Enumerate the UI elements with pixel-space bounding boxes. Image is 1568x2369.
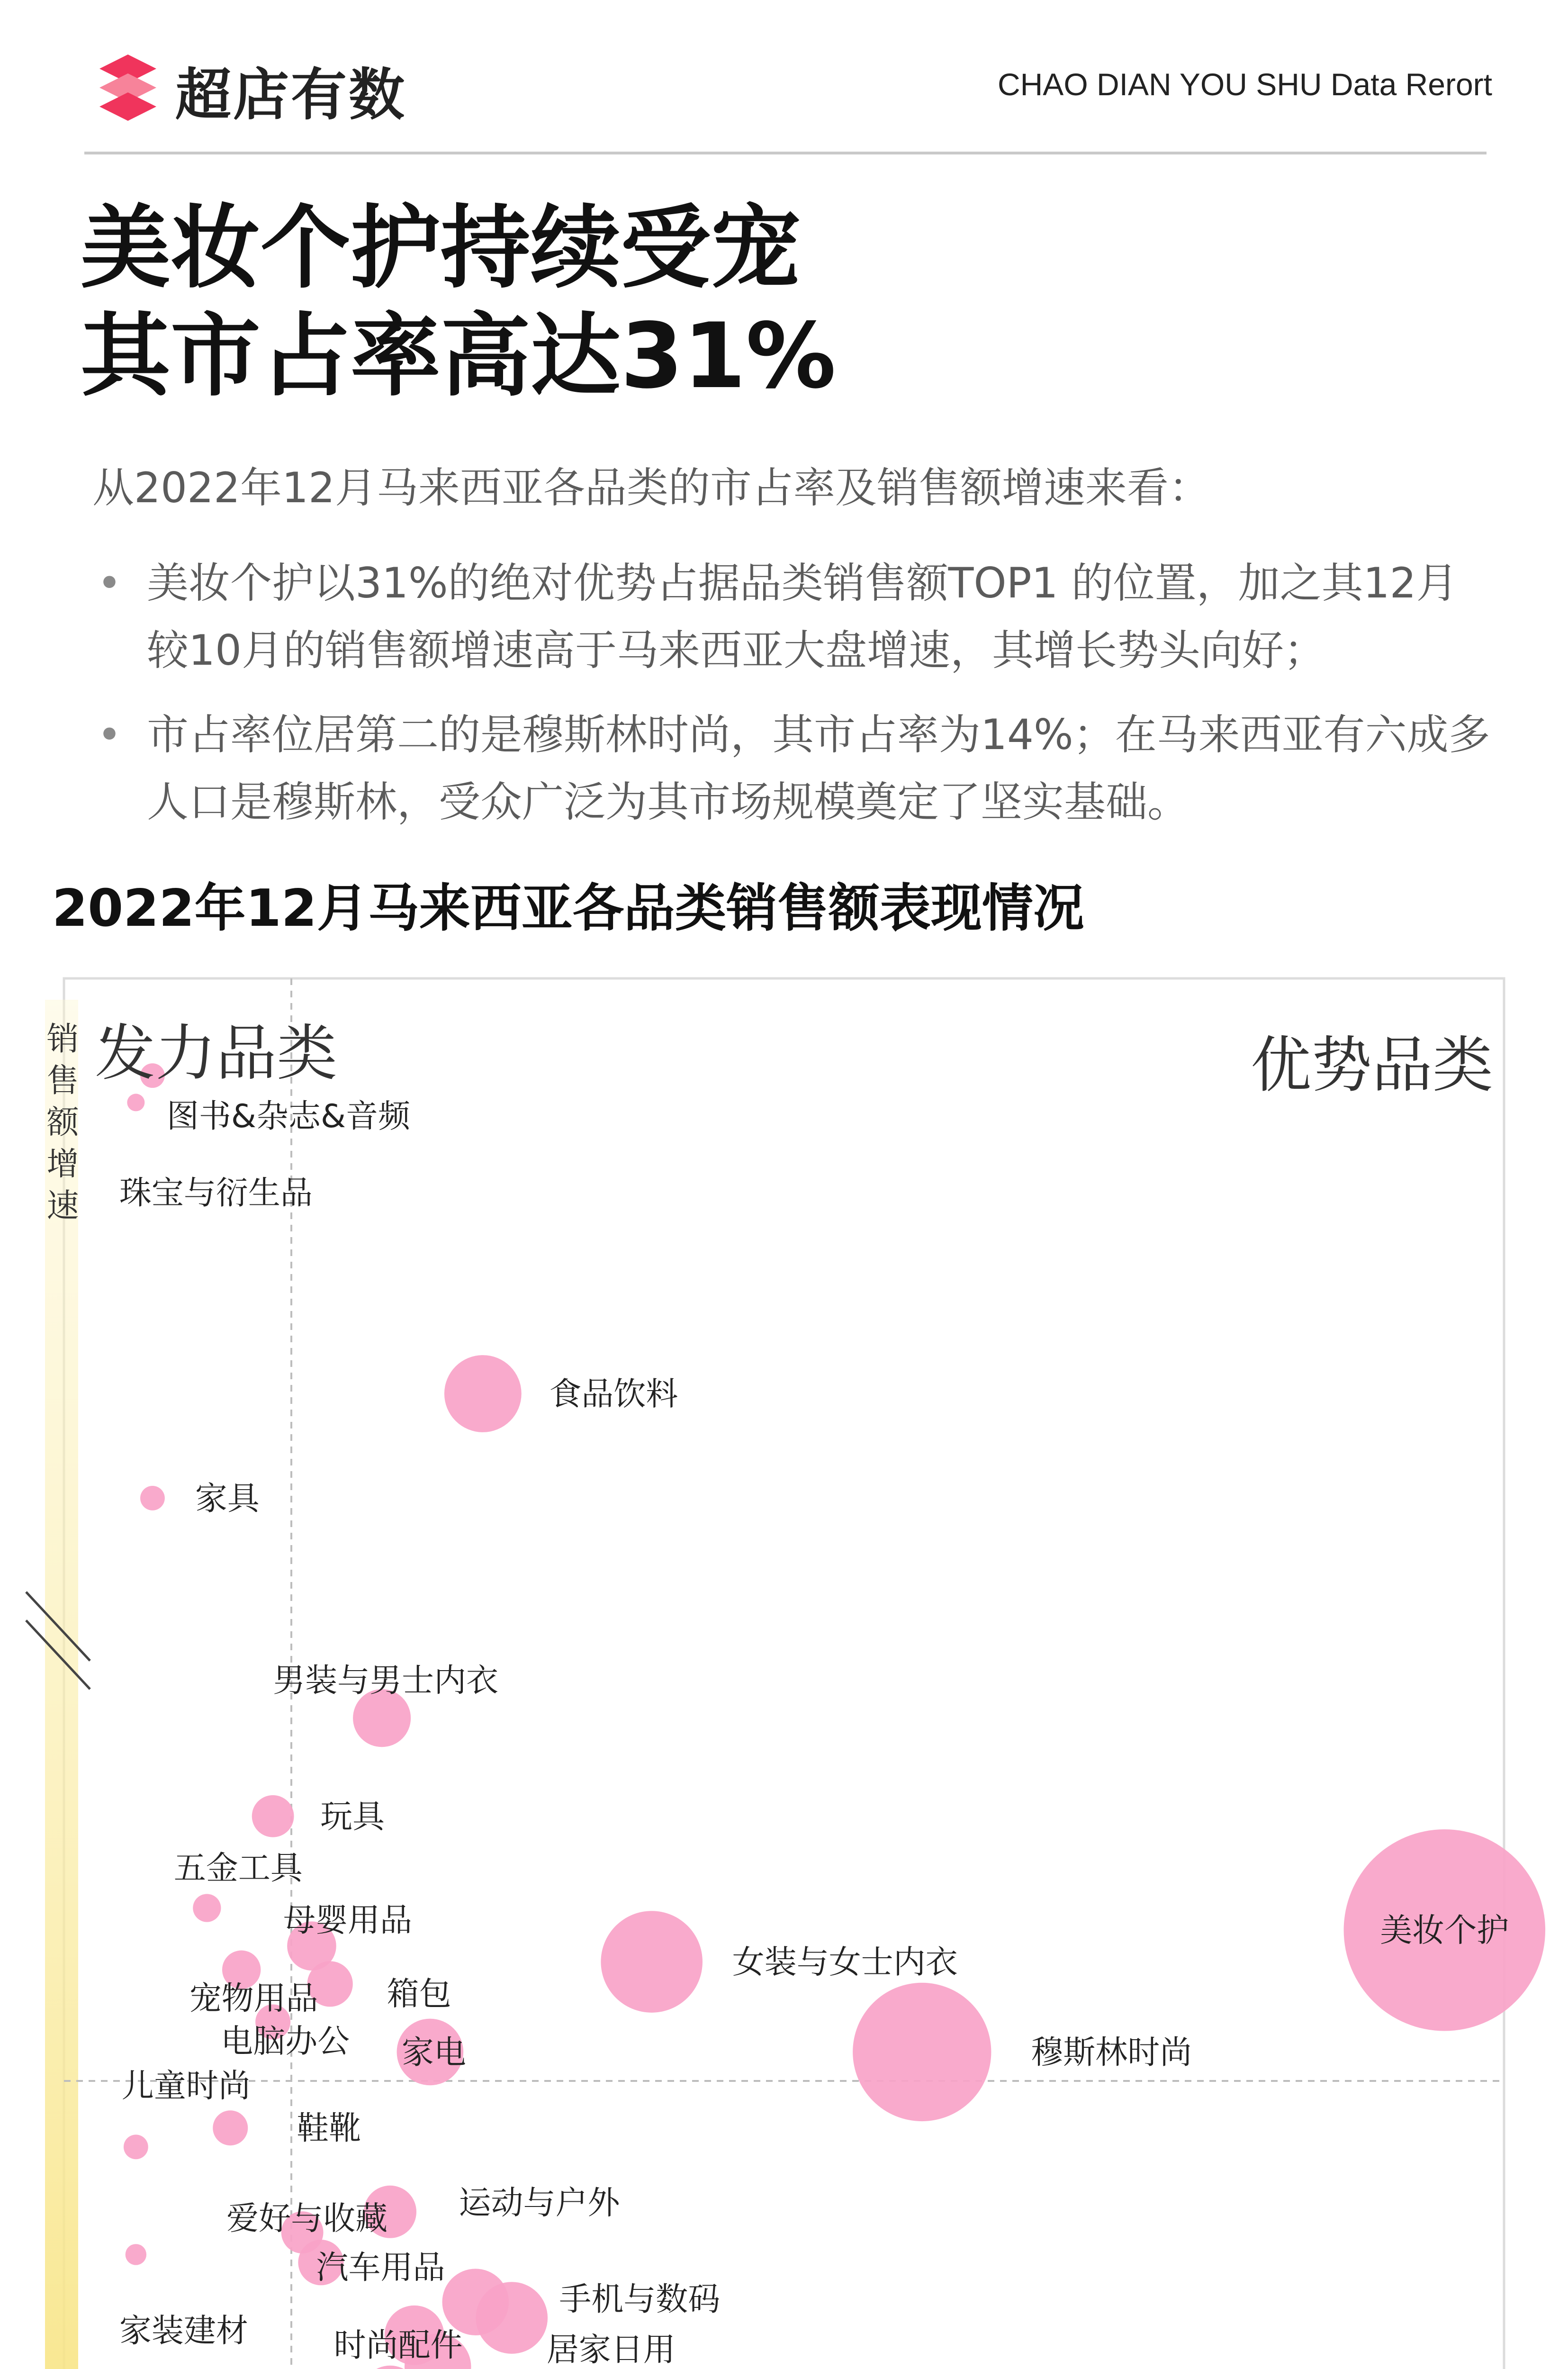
bubble-label: 宠物用品	[189, 1980, 318, 2018]
bubble-point	[442, 2269, 509, 2335]
bubble-point	[444, 1355, 522, 1432]
bubble-label: 居家日用	[546, 2331, 676, 2369]
bubble-label: 女装与女士内衣	[732, 1944, 958, 1981]
bubble-label: 家电	[401, 2034, 466, 2071]
report-label: CHAO DIAN YOU SHU Data Rerort	[997, 67, 1492, 102]
bubble-label: 穆斯林时尚	[1031, 2034, 1192, 2071]
chart-heading: 2022年12月马来西亚各品类销售额表现情况	[52, 879, 1084, 938]
bubble-label: 儿童时尚	[121, 2067, 251, 2105]
bubble-point	[601, 1911, 703, 2013]
bullet-dot-icon: •	[97, 559, 122, 607]
bullet-text: 美妆个护以31%的绝对优势占据品类销售额TOP1 的位置，加之其12月较10月的销售额增速高于马来西亚大盘增速，其增长势头向好；	[147, 559, 1458, 675]
bubble-label: 珠宝与衍生品	[119, 1174, 313, 1212]
bubble-label: 箱包	[387, 1975, 451, 2013]
bubble-label: 母婴用品	[283, 1902, 412, 1940]
quadrant-label-top-right: 优势品类	[1251, 1030, 1494, 1101]
intro-text: 从2022年12月马来西亚各品类的市占率及销售额增速来看：	[92, 463, 1210, 512]
bubble-label: 食品饮料	[549, 1375, 678, 1413]
bubble-label: 男装与男士内衣	[273, 1662, 499, 1700]
bubble-point	[124, 2134, 148, 2159]
page-title-line-1: 美妆个护持续受宠	[81, 196, 801, 300]
bubble-label: 家具	[195, 1480, 260, 1518]
bubble-label: 汽车用品	[316, 2249, 445, 2287]
bubble-point	[126, 2244, 146, 2265]
bubble-label: 电脑办公	[221, 2023, 350, 2061]
bubble-label: 爱好与收藏	[226, 2200, 388, 2238]
bubble-point	[853, 1983, 991, 2121]
bubble-label: 时尚配件	[333, 2326, 463, 2364]
bubble-label: 五金工具	[173, 1849, 303, 1887]
brand-name: 超店有数	[175, 62, 407, 127]
bubble-label: 玩具	[320, 1798, 385, 1836]
bubble-label: 家装建材	[119, 2312, 248, 2350]
bullet-text: 市占率位居第二的是穆斯林时尚，其市占率为14%；在马来西亚有六成多人口是穆斯林，受众广泛为其市场规模奠定了坚实基础。	[147, 710, 1490, 826]
bubble-point	[127, 1094, 144, 1111]
bubble-point	[140, 1486, 165, 1510]
bubble-label: 鞋靴	[297, 2110, 361, 2148]
bubble-label: 美妆个护	[1380, 1912, 1509, 1950]
bullet-dot-icon: •	[97, 710, 122, 759]
bubble-point	[213, 2110, 248, 2145]
quadrant-label-top-left: 发力品类	[95, 1018, 338, 1089]
bubble-label: 运动与户外	[459, 2184, 620, 2222]
bubble-point	[252, 1795, 294, 1837]
bubble-point	[193, 1894, 221, 1922]
bubble-label: 图书&杂志&音频	[166, 1098, 410, 1136]
page-title-line-2: 其市占率高达31%	[81, 304, 836, 408]
bubble-label: 手机与数码	[559, 2281, 721, 2319]
y-axis-label: 销售额增速	[46, 1021, 79, 1225]
